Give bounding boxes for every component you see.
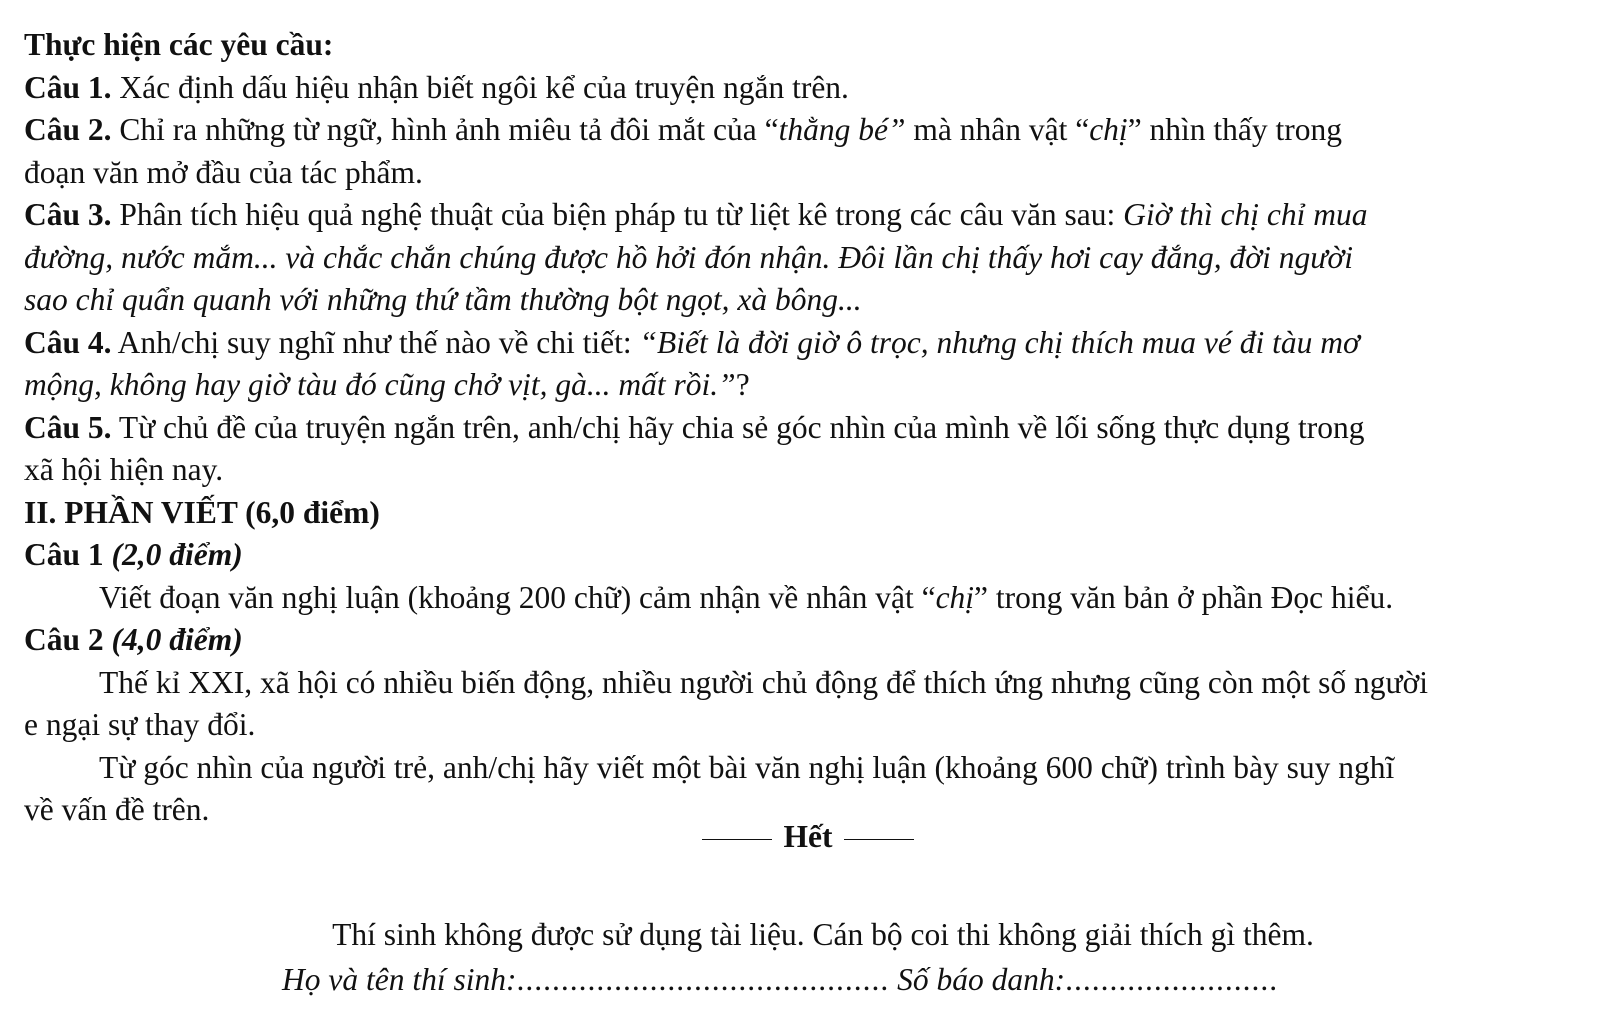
question-4-tail: ?	[735, 367, 750, 402]
writing-question-2-p1-line-1: Thế kỉ XXI, xã hội có nhiều biến động, nhiều người chủ động để thích ứng nhưng cũng còn một số người	[99, 664, 1429, 700]
candidate-name-label: Họ và tên thí sinh:	[282, 962, 517, 997]
question-3-text: Phân tích hiệu quả nghệ thuật của biện pháp tu từ liệt kê trong các câu văn sau:	[111, 197, 1124, 232]
question-3-line-2: đường, nước mắm... và chắc chắn chúng được hồ hởi đón nhận. Đôi lần chị thấy hơi cay đắng, đời người	[24, 239, 1353, 275]
writing-question-1-text-c: ” trong văn bản ở phần Đọc hiểu.	[974, 579, 1394, 615]
question-2-italic-b: thằng bé”	[778, 112, 906, 147]
question-5-text: Từ chủ đề của truyện ngắn trên, anh/chị hãy chia sẻ góc nhìn của mình về lối sống thực dụng trong	[111, 409, 1365, 445]
writing-question-1-text-a: Viết đoạn văn nghị luận (khoảng 200 chữ) cảm nhận về nhân vật “	[99, 579, 936, 615]
question-3-label: Câu 3.	[24, 197, 112, 232]
end-rule-left	[702, 839, 772, 840]
writing-question-2-p1-line-2: e ngại sự thay đổi.	[24, 707, 256, 742]
question-4-line-1	[24, 322, 1592, 365]
question-5-label: Câu 5.	[24, 409, 112, 445]
end-rule-right	[844, 839, 914, 840]
end-marker	[24, 816, 1592, 859]
question-2-italic-d: chị	[1089, 112, 1128, 147]
end-label: Hết	[783, 819, 833, 854]
question-4-label: Câu 4.	[24, 324, 112, 360]
writing-question-1-italic: chị	[935, 579, 975, 615]
candidate-signature-line	[282, 959, 1278, 1002]
exam-content	[24, 24, 1592, 997]
candidate-id-field[interactable]: ........................	[1065, 962, 1279, 997]
writing-question-1-header	[24, 534, 1592, 577]
writing-question-2-points: (4,0 điểm)	[111, 622, 243, 657]
question-5-line-2: xã hội hiện nay.	[24, 452, 224, 487]
question-2-text-a: Chỉ ra những từ ngữ, hình ảnh miêu tả đôi mắt của “	[111, 112, 779, 147]
question-2-line-2: đoạn văn mở đầu của tác phẩm.	[24, 154, 423, 190]
question-4-italic-line-2: mộng, không hay giờ tàu đó cũng chở vịt, gà... mất rồi.”	[24, 367, 736, 402]
question-3-line-1	[24, 194, 1592, 237]
writing-question-1-text	[24, 577, 1592, 620]
candidate-id-label: Số báo danh:	[889, 962, 1066, 997]
exam-note: Thí sinh không được sử dụng tài liệu. Cán bộ coi thi không giải thích gì thêm.	[332, 917, 1314, 952]
writing-question-2-p2-line-2: về vấn đề trên.	[24, 792, 210, 827]
writing-question-2-label: Câu 2	[24, 622, 112, 657]
candidate-name-field[interactable]: ..........................................	[516, 962, 890, 997]
question-2-text-e: ” nhìn thấy trong	[1127, 112, 1343, 147]
writing-question-2-p2-line-1: Từ góc nhìn của người trẻ, anh/chị hãy viết một bài văn nghị luận (khoảng 600 chữ) trình bày suy nghĩ	[99, 749, 1395, 785]
writing-question-2-header	[24, 619, 1592, 662]
section-2-title: II. PHẦN VIẾT (6,0 điểm)	[24, 494, 380, 530]
question-2-line-1	[24, 109, 1592, 152]
question-1-label: Câu 1.	[24, 69, 112, 105]
requirements-heading: Thực hiện các yêu cầu:	[24, 27, 334, 62]
question-2-text-c: mà nhân vật “	[905, 112, 1090, 147]
question-5-line-1	[24, 407, 1592, 450]
question-4-line-2	[24, 364, 1592, 407]
question-3-line-3: sao chỉ quẩn quanh với những thứ tầm thường bột ngọt, xà bông...	[24, 282, 862, 317]
question-4-text: Anh/chị suy nghĩ như thế nào về chi tiết:	[111, 324, 640, 360]
question-1	[24, 67, 1592, 110]
writing-question-1-label: Câu 1	[24, 537, 112, 572]
writing-question-1-points: (2,0 điểm)	[111, 537, 243, 572]
question-1-text: Xác định dấu hiệu nhận biết ngôi kể của truyện ngắn trên.	[111, 69, 849, 105]
question-3-italic: Giờ thì chị chỉ mua	[1123, 197, 1368, 232]
question-4-italic: “Biết là đời giờ ô trọc, nhưng chị thích mua vé đi tàu mơ	[639, 324, 1360, 360]
question-2-label: Câu 2.	[24, 112, 112, 147]
